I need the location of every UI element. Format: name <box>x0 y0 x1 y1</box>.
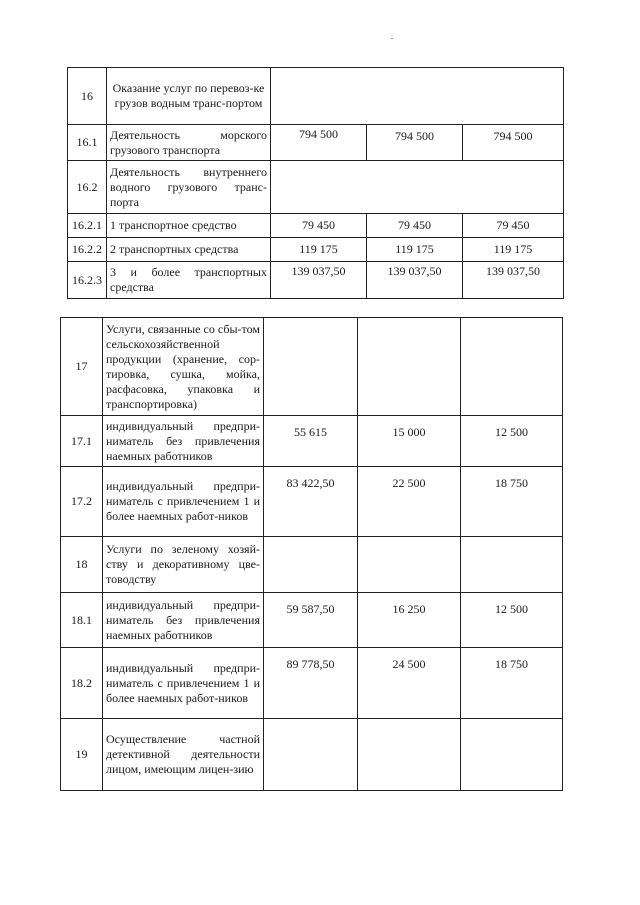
row-number: 17 <box>61 318 103 416</box>
value-col-3: 794 500 <box>463 125 564 161</box>
row-description: 1 транспортное средство <box>107 214 271 238</box>
value-col-2: 22 500 <box>358 467 461 537</box>
table-row <box>68 68 564 125</box>
table-row <box>61 537 563 593</box>
value-col-3: 119 175 <box>463 238 564 262</box>
row-description: Осуществление частной детективной деятельности лицом, имеющим лицен-зию <box>103 719 264 791</box>
row-number: 17.1 <box>61 416 103 467</box>
value-col-1: 89 778,50 <box>264 648 358 719</box>
value-col-2: 139 037,50 <box>367 262 463 299</box>
value-col-2: 16 250 <box>358 593 461 648</box>
value-col-2: 794 500 <box>367 125 463 161</box>
value-col-3 <box>461 719 563 791</box>
row-description: Оказание услуг по перевоз-ке грузов водным транс-портом <box>107 68 271 125</box>
tariff-table-lower <box>60 317 563 791</box>
row-description: индивидуальный предпри-ниматель без привлечения наемных работников <box>103 593 264 648</box>
value-col-3: 79 450 <box>463 214 564 238</box>
value-col-3: 18 750 <box>461 467 563 537</box>
table-row <box>61 416 563 467</box>
value-col-2: 24 500 <box>358 648 461 719</box>
row-description: Деятельность морского грузового транспорта <box>107 125 271 161</box>
value-col-1: 79 450 <box>271 214 367 238</box>
table-segment-lower <box>60 317 563 791</box>
table-segment-upper <box>67 67 564 299</box>
value-col-1: 59 587,50 <box>264 593 358 648</box>
table-row <box>68 161 564 214</box>
merged-value-cell <box>271 161 564 214</box>
table-row <box>68 214 564 238</box>
row-number: 18.1 <box>61 593 103 648</box>
row-number: 18 <box>61 537 103 593</box>
value-col-2: 79 450 <box>367 214 463 238</box>
value-col-2: 15 000 <box>358 416 461 467</box>
row-description: 3 и более транспортных средства <box>107 262 271 299</box>
table-row <box>61 593 563 648</box>
merged-value-cell <box>271 68 564 125</box>
row-number: 16.2 <box>68 161 107 214</box>
value-col-2 <box>358 318 461 416</box>
row-number: 16 <box>68 68 107 125</box>
table-row <box>61 318 563 416</box>
table-row <box>61 719 563 791</box>
value-col-1 <box>264 719 358 791</box>
value-col-1: 55 615 <box>264 416 358 467</box>
row-description: Услуги, связанные со сбы-том сельскохозяйственной продукции (хранение, сор-тировка, сушка, мойка, расфасовка, упаковка и транспортировка) <box>103 318 264 416</box>
row-number: 16.2.3 <box>68 262 107 299</box>
value-col-2 <box>358 719 461 791</box>
table-row <box>68 238 564 262</box>
table-row <box>68 125 564 161</box>
row-number: 16.1 <box>68 125 107 161</box>
row-description: индивидуальный предпри-ниматель с привлечением 1 и более наемных работ-ников <box>103 648 264 719</box>
value-col-3: 12 500 <box>461 593 563 648</box>
table-row <box>61 467 563 537</box>
value-col-1: 139 037,50 <box>271 262 367 299</box>
row-description: индивидуальный предпри-ниматель без привлечения наемных работников <box>103 416 264 467</box>
value-col-3: 139 037,50 <box>463 262 564 299</box>
value-col-1: 119 175 <box>271 238 367 262</box>
value-col-2: 119 175 <box>367 238 463 262</box>
value-col-3: 12 500 <box>461 416 563 467</box>
row-description: Услуги по зеленому хозяй-ству и декоративному цве-товодству <box>103 537 264 593</box>
value-col-3: 18 750 <box>461 648 563 719</box>
value-col-2 <box>358 537 461 593</box>
row-description: индивидуальный предпри-ниматель с привлечением 1 и более наемных работ-ников <box>103 467 264 537</box>
table-row <box>68 262 564 299</box>
row-number: 17.2 <box>61 467 103 537</box>
value-col-3 <box>461 318 563 416</box>
value-col-1: 794 500 <box>271 125 367 161</box>
value-col-1: 83 422,50 <box>264 467 358 537</box>
row-number: 16.2.2 <box>68 238 107 262</box>
value-col-1 <box>264 537 358 593</box>
scan-speck <box>391 38 393 39</box>
row-description: Деятельность внутреннего водного грузового транс-порта <box>107 161 271 214</box>
value-col-1 <box>264 318 358 416</box>
row-number: 16.2.1 <box>68 214 107 238</box>
tariff-table-upper <box>67 67 564 299</box>
row-number: 19 <box>61 719 103 791</box>
row-number: 18.2 <box>61 648 103 719</box>
table-row <box>61 648 563 719</box>
value-col-3 <box>461 537 563 593</box>
row-description: 2 транспортных средства <box>107 238 271 262</box>
